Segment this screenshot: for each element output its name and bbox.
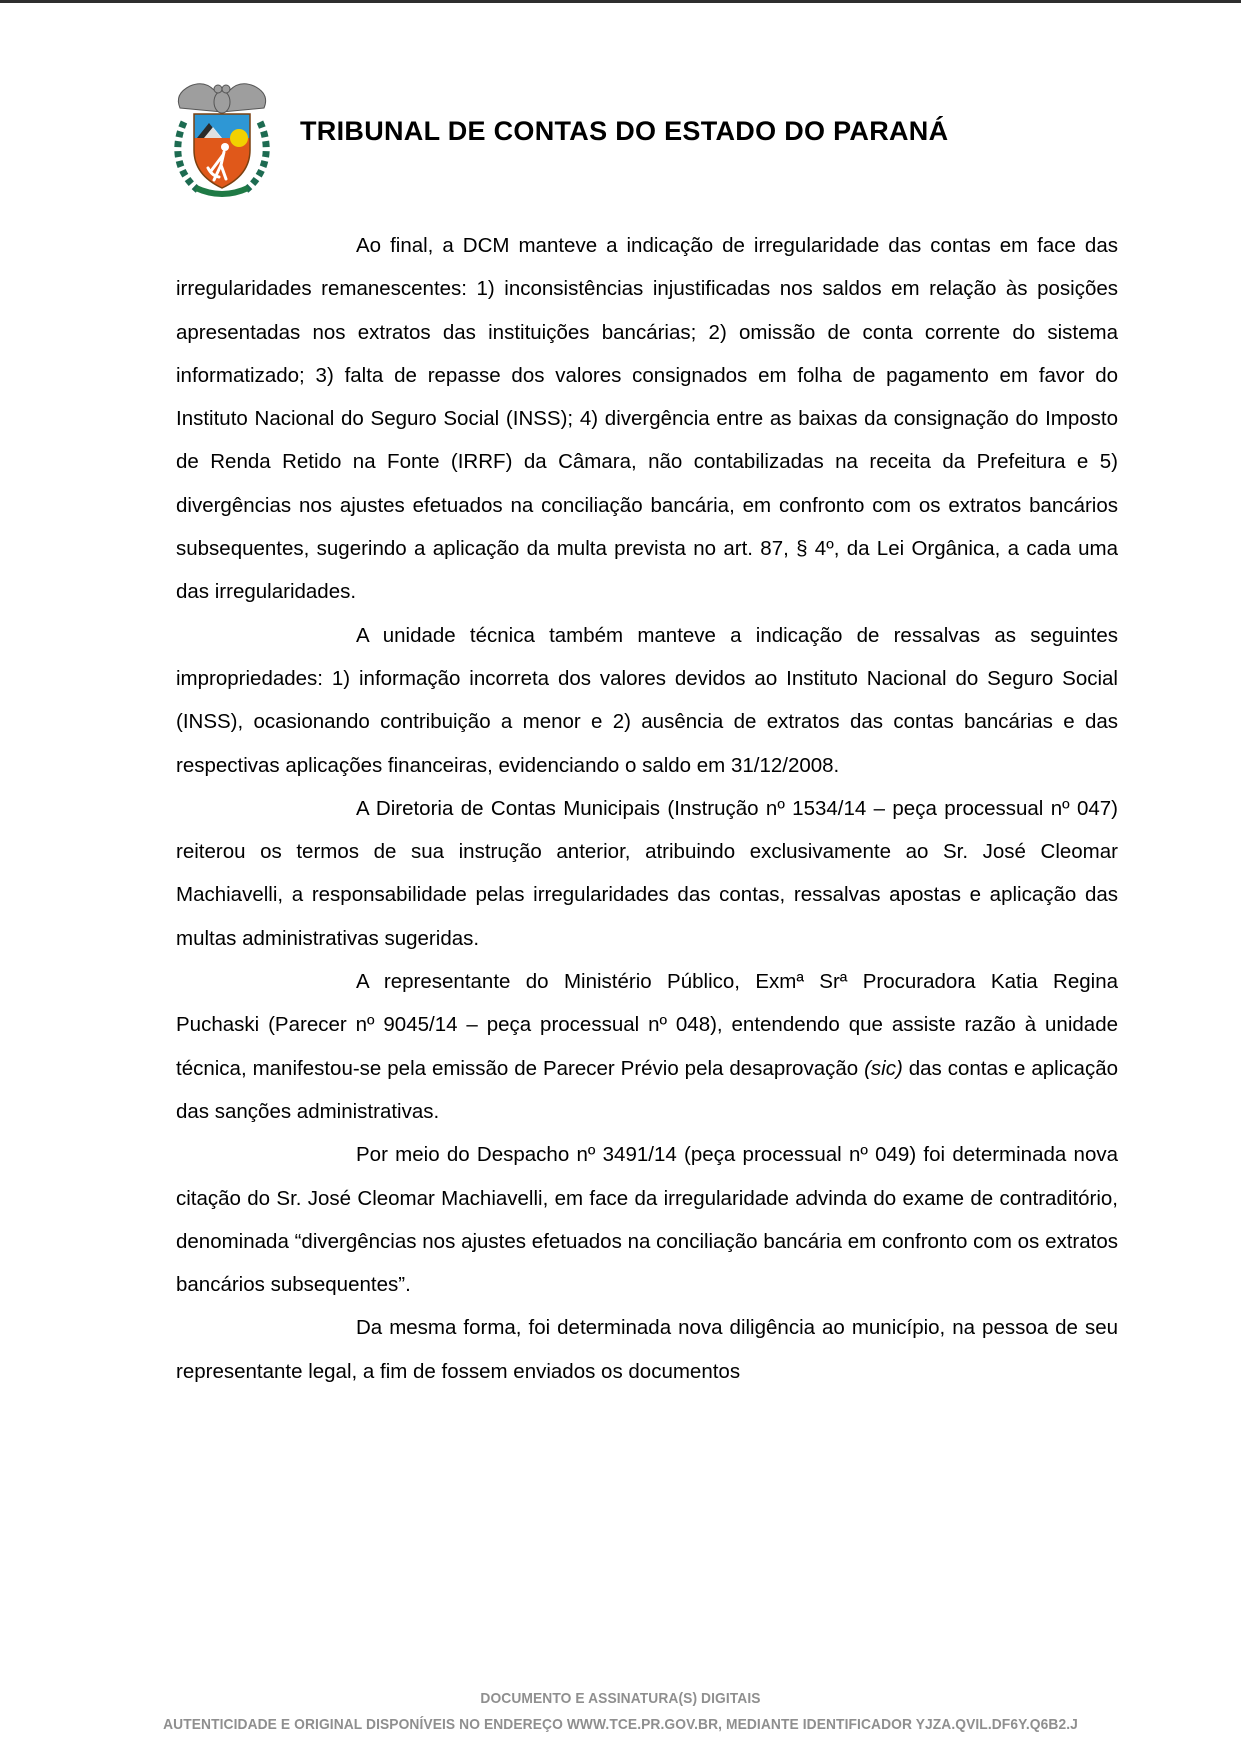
paragraph: A unidade técnica também manteve a indicação de ressalvas as seguintes impropriedades: 1) informação incorreta dos valores devidos ao Instituto Nacional do Seguro Social (INSS), ocasionando contribuição a menor e 2) ausência de extratos das contas bancárias e das respectivas aplicações financeiras, evidenciando o saldo em 31/12/2008. <box>176 623 1118 777</box>
digital-signature-footer <box>0 1686 1241 1738</box>
document-header <box>0 0 1241 210</box>
paragraph-run: das contas e aplicação das sanções administrativas. <box>176 1056 1118 1123</box>
page-title: TRIBUNAL DE CONTAS DO ESTADO DO PARANÁ <box>300 116 949 146</box>
footer-line-2: AUTENTICIDADE E ORIGINAL DISPONÍVEIS NO ENDEREÇO WWW.TCE.PR.GOV.BR, MEDIANTE IDENTIFICADOR YJZA.QVIL.DF6Y.Q6B2.J <box>163 1716 1078 1733</box>
paragraph: A Diretoria de Contas Municipais (Instrução nº 1534/14 – peça processual nº 047) reiterou os termos de sua instrução anterior, atribuindo exclusivamente ao Sr. José Cleomar Machiavelli, a responsabilidade pelas irregularidades das contas, ressalvas apostas e aplicação das multas administrativas sugeridas. <box>176 796 1118 950</box>
paragraph: Da mesma forma, foi determinada nova diligência ao município, na pessoa de seu representante legal, a fim de fossem enviados os documentos <box>176 1316 1118 1383</box>
footer-line-1: DOCUMENTO E ASSINATURA(S) DIGITAIS <box>480 1690 761 1707</box>
paragraph <box>176 960 1118 1133</box>
parana-coat-of-arms-icon <box>168 78 276 198</box>
paragraph: Por meio do Despacho nº 3491/14 (peça processual nº 049) foi determinada nova citação do Sr. José Cleomar Machiavelli, em face da irregularidade advinda do exame de contraditório, denominada “divergências nos ajustes efetuados na conciliação bancária em confronto com os extratos bancários subsequentes”. <box>176 1143 1118 1297</box>
document-body <box>176 224 1118 1393</box>
paragraph-run: A representante do Ministério Público, Exmª Srª Procuradora Katia Regina Puchaski (Parecer nº 9045/14 – peça processual nº 048), entendendo que assiste razão à unidade técnica, manifestou-se pela emissão de Parecer Prévio pela desaprovação <box>176 970 1118 1080</box>
paragraph: Ao final, a DCM manteve a indicação de irregularidade das contas em face das irregularidades remanescentes: 1) inconsistências injustificadas nos saldos em relação às posições apresentadas nos extratos das instituições bancárias; 2) omissão de conta corrente do sistema informatizado; 3) falta de repasse dos valores consignados em folha de pagamento em favor do Instituto Nacional do Seguro Social (INSS); 4) divergência entre as baixas da consignação do Imposto de Renda Retido na Fonte (IRRF) da Câmara, não contabilizadas na receita da Prefeitura e 5) divergências nos ajustes efetuados na conciliação bancária, em confronto com os extratos bancários subsequentes, sugerindo a aplicação da multa prevista no art. 87, § 4º, da Lei Orgânica, a cada uma das irregularidades. <box>176 234 1118 604</box>
paragraph-run-italic-sic: (sic) <box>864 1056 903 1080</box>
